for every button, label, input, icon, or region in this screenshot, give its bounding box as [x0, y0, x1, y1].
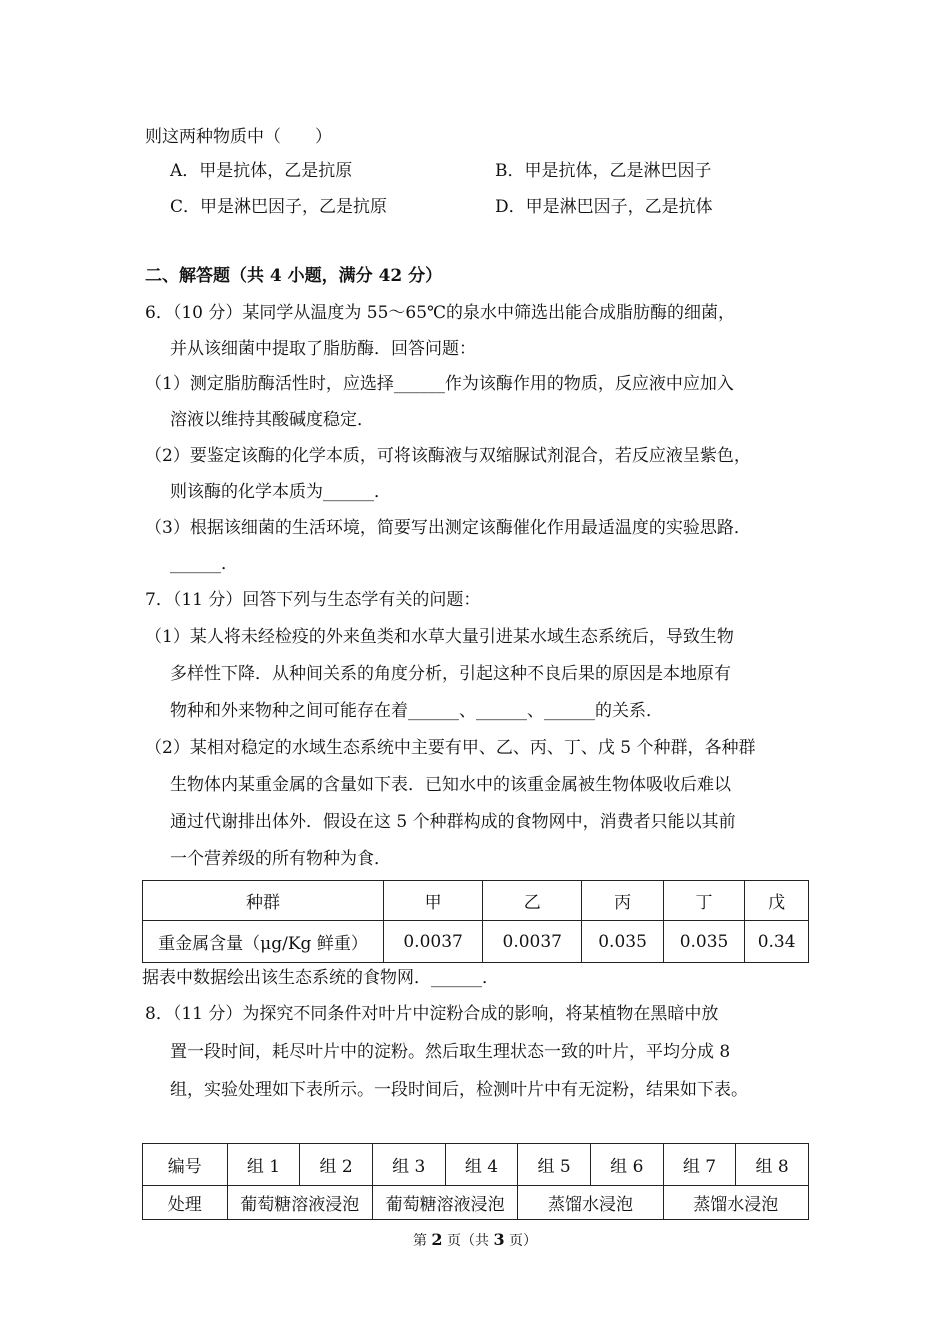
- section2-title: 二、解答题（共 4 小题，满分 42 分）: [145, 266, 443, 286]
- q5-option-a: A．甲是抗体，乙是抗原: [170, 161, 353, 181]
- q7-after-table: 据表中数据绘出该生态系统的食物网．______．: [142, 968, 499, 988]
- table-cell: 0.0037: [483, 921, 582, 963]
- footer-total-pages: 3: [493, 1230, 505, 1249]
- q6-part2-line1: （2）要鉴定该酶的化学本质，可将该酶液与双缩脲试剂混合，若反应液呈紫色，: [145, 446, 751, 466]
- table-row: [143, 1186, 809, 1220]
- q7-part2-line1: （2）某相对稳定的水域生态系统中主要有甲、乙、丙、丁、戊 5 个种群，各种群: [145, 738, 756, 758]
- q7-part1-line3: 物种和外来物种之间可能存在着______、______、______的关系．: [170, 701, 663, 721]
- q7-part1-line2: 多样性下降．从种间关系的角度分析，引起这种不良后果的原因是本地原有: [170, 664, 731, 684]
- table-header-cell: 组 8: [736, 1144, 809, 1186]
- footer-suffix: 页）: [509, 1233, 538, 1249]
- page-footer: [0, 1230, 950, 1250]
- q7-part2-line4: 一个营养级的所有物种为食．: [170, 849, 391, 869]
- q7-stem: 7．（11 分）回答下列与生态学有关的问题：: [145, 590, 481, 610]
- footer-page-number: 2: [431, 1230, 443, 1249]
- q6-part1-line1: （1）测定脂肪酶活性时，应选择______作为该酶作用的物质，反应液中应加入: [145, 374, 734, 394]
- table-cell: 葡萄糖溶液浸泡: [372, 1186, 517, 1220]
- table-header-cell: 丙: [582, 881, 663, 921]
- q7-part1-line1: （1）某人将未经检疫的外来鱼类和水草大量引进某水域生态系统后，导致生物: [145, 627, 734, 647]
- table-cell: 0.035: [582, 921, 663, 963]
- table-header-cell: 乙: [483, 881, 582, 921]
- table-row: [143, 1144, 809, 1186]
- table-cell: 0.0037: [384, 921, 483, 963]
- q7-part2-line2: 生物体内某重金属的含量如下表．已知水中的该重金属被生物体吸收后难以: [170, 775, 731, 795]
- experiment-table: [142, 1143, 809, 1220]
- table-header-cell: 组 1: [227, 1144, 300, 1186]
- table-cell: 0.34: [745, 921, 809, 963]
- q6-part2-line2: 则该酶的化学本质为______．: [170, 482, 391, 502]
- table-cell: 葡萄糖溶液浸泡: [227, 1186, 372, 1220]
- q8-stem-line2: 置一段时间，耗尽叶片中的淀粉。然后取生理状态一致的叶片，平均分成 8: [170, 1042, 731, 1062]
- q5-option-d: D．甲是淋巴因子，乙是抗体: [495, 197, 713, 217]
- footer-mid: 页（共: [447, 1233, 489, 1249]
- q6-part1-line2: 溶液以维持其酸碱度稳定．: [170, 410, 374, 430]
- table-header-cell: 组 7: [663, 1144, 736, 1186]
- footer-prefix: 第: [412, 1233, 427, 1249]
- table-cell: 蒸馏水浸泡: [518, 1186, 663, 1220]
- table-header-cell: 种群: [143, 881, 384, 921]
- table-header-cell: 组 3: [372, 1144, 445, 1186]
- table-header-cell: 组 6: [590, 1144, 663, 1186]
- table-header-cell: 编号: [143, 1144, 228, 1186]
- table-header-cell: 组 4: [445, 1144, 518, 1186]
- q6-part3-line2: ______．: [170, 554, 238, 574]
- q7-part2-line3: 通过代谢排出体外．假设在这 5 个种群构成的食物网中，消费者只能以其前: [170, 812, 736, 832]
- q5-stem: 则这两种物质中（ ）: [145, 127, 332, 147]
- table-header-cell: 甲: [384, 881, 483, 921]
- table-header-cell: 组 2: [300, 1144, 373, 1186]
- table-row: [143, 921, 809, 963]
- q6-part3-line1: （3）根据该细菌的生活环境，简要写出测定该酶催化作用最适温度的实验思路．: [145, 518, 751, 538]
- q5-option-b: B．甲是抗体，乙是淋巴因子: [495, 161, 712, 181]
- q6-stem-line2: 并从该细菌中提取了脂肪酶．回答问题：: [170, 339, 476, 359]
- table-cell: 重金属含量（μg/Kg 鲜重）: [143, 921, 384, 963]
- q6-stem-line1: 6．（10 分）某同学从温度为 55～65℃的泉水中筛选出能合成脂肪酶的细菌，: [145, 303, 736, 323]
- table-cell: 蒸馏水浸泡: [663, 1186, 808, 1220]
- q5-option-c: C．甲是淋巴因子，乙是抗原: [170, 197, 388, 217]
- table-header-cell: 组 5: [518, 1144, 591, 1186]
- q8-stem-line1: 8．（11 分）为探究不同条件对叶片中淀粉合成的影响，将某植物在黑暗中放: [145, 1004, 719, 1024]
- q8-stem-line3: 组，实验处理如下表所示。一段时间后，检测叶片中有无淀粉，结果如下表。: [170, 1080, 748, 1100]
- table-row: [143, 881, 809, 921]
- table-header-cell: 丁: [663, 881, 744, 921]
- table-header-cell: 戊: [745, 881, 809, 921]
- heavy-metal-table: [142, 880, 809, 963]
- table-cell: 0.035: [663, 921, 744, 963]
- table-cell: 处理: [143, 1186, 228, 1220]
